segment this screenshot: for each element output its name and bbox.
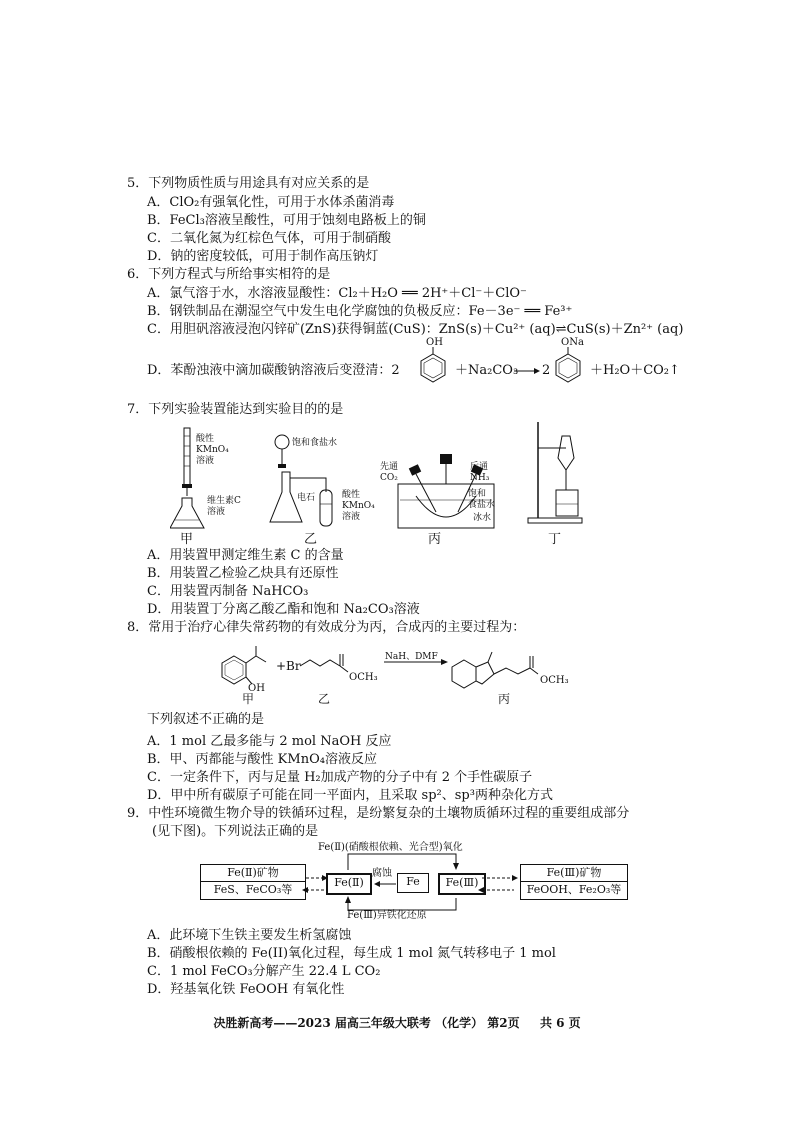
q5-option-b: B．FeCl₃溶液呈酸性，可用于蚀刻电路板上的铜	[147, 213, 426, 228]
q9-option-d: D．羟基氧化铁 FeOOH 有氧化性	[147, 982, 345, 997]
q6-option-b: B．钢铁制品在潮湿空气中发生电化学腐蚀的负极反应：Fe－3e⁻ ══ Fe³⁺	[147, 304, 573, 319]
jia-kmno4-label: KMnO₄	[196, 445, 229, 455]
q6-stem: 6．下列方程式与所给事实相符的是	[127, 267, 331, 282]
caption-yi: 乙	[304, 532, 318, 547]
q6-option-d-prefix: D．苯酚浊液中滴加碳酸钠溶液后变澄清：2	[147, 363, 400, 378]
phenol-oh-label: OH	[426, 337, 443, 348]
q8-stem: 8．常用于治疗心律失常药物的有效成分为丙，合成丙的主要过程为：	[127, 620, 526, 635]
corrosion-label: 腐蚀	[372, 868, 392, 879]
bing-first-label: 先通	[380, 462, 399, 472]
q5-option-a: A．ClO₂有强氧化性，可用于水体杀菌消毒	[147, 195, 395, 210]
q7-option-b: B．用装置乙检验乙炔具有还原性	[147, 566, 339, 581]
fe-box: Fe	[397, 873, 429, 893]
q9-option-a: A．此环境下生铁主要发生析氢腐蚀	[147, 928, 352, 943]
q7-option-c: C．用装置丙制备 NaHCO₃	[147, 584, 309, 599]
q8-option-a: A．1 mol 乙最多能与 2 mol NaOH 反应	[147, 734, 392, 749]
caption-jia: 甲	[180, 532, 194, 547]
q7-option-a: A．用装置甲测定维生素 C 的含量	[147, 548, 344, 563]
q8-option-b: B．甲、丙都能与酸性 KMnO₄溶液反应	[147, 752, 377, 767]
q7-stem: 7．下列实验装置能达到实验目的的是	[127, 402, 344, 417]
yi-brine-label: 饱和食盐水	[292, 438, 338, 448]
label-yi: 乙	[318, 692, 331, 706]
label-jia: 甲	[242, 692, 255, 706]
jia-oh-label: OH	[248, 683, 265, 694]
q9-stem-line2: (见下图)。下列说法正确的是	[152, 824, 319, 839]
bing-sat-label: 饱和	[468, 489, 487, 499]
bing-later-label: 后通	[470, 462, 489, 472]
jia-solution-label: 溶液	[196, 456, 215, 466]
bing-ice-label: 冰水	[473, 513, 492, 523]
top-oxidation-label: Fe(Ⅱ)(硝酸根依赖、光合型)氧化	[318, 842, 463, 853]
q6-option-c: C．用胆矾溶液浸泡闪锌矿(ZnS)获得铜蓝(CuS)：ZnS(s)＋Cu²⁺ (aq)⇌CuS(s)＋Zn²⁺ (aq)	[147, 322, 684, 337]
q8-option-c: C．一定条件下，丙与足量 H₂加成产物的分子中有 2 个手性碳原子	[147, 770, 533, 785]
bottom-reduction-label: Fe(Ⅲ)异铁化还原	[347, 910, 427, 921]
fe2-mineral-sub: FeS、FeCO₃等	[201, 881, 305, 898]
fe2-box: Fe(Ⅱ)	[326, 873, 372, 895]
q8-option-d: D．甲中所有碳原子可能在同一平面内，且采取 sp²、sp³两种杂化方式	[147, 788, 553, 803]
apparatus-ding	[526, 418, 586, 526]
yi-solution-label: 溶液	[342, 512, 361, 522]
q6-reagent: ＋Na₂CO₃	[455, 363, 519, 378]
q5-option-d: D．钠的密度较低，可用于制作高压钠灯	[147, 249, 379, 264]
fe2-mineral-title: Fe(Ⅱ)矿物	[227, 866, 279, 879]
q8-lead: 下列叙述不正确的是	[147, 712, 265, 727]
bing-co2-label: CO₂	[380, 473, 398, 483]
bing-brine-label: 食盐水	[468, 500, 496, 510]
yi-stone-label: 电石	[297, 493, 316, 503]
yi-br-label: +Br	[276, 659, 301, 673]
q6-products: ＋H₂O＋CO₂↑	[590, 363, 680, 378]
jia-vitc-label: 维生素C	[207, 496, 241, 506]
bing-nh3-label: NH₃	[470, 473, 490, 483]
bing-och3-label: OCH₃	[540, 675, 569, 686]
yi-och3-label: OCH₃	[349, 672, 378, 683]
reaction-arrow	[514, 366, 540, 376]
q5-option-c: C．二氧化氮为红棕色气体，可用于制硝酸	[147, 231, 391, 246]
q9-option-c: C．1 mol FeCO₃分解产生 22.4 L CO₂	[147, 964, 381, 979]
fe3-box: Fe(Ⅲ)	[438, 873, 486, 895]
caption-ding: 丁	[548, 532, 562, 547]
q6-coef2: 2	[542, 363, 551, 378]
fe2-mineral-box	[200, 864, 306, 900]
phenoxide-ona-label: ONa	[561, 337, 584, 348]
jia-vitc-solution-label: 溶液	[207, 507, 226, 517]
fe3-mineral-sub: FeOOH、Fe₂O₃等	[521, 881, 627, 898]
yi-kmno4-label: KMnO₄	[342, 501, 375, 511]
jia-acid-label: 酸性	[196, 434, 215, 444]
fe3-mineral-box	[520, 864, 628, 900]
label-bing: 丙	[498, 692, 511, 706]
arrow-conditions-label: NaH、DMF	[385, 652, 438, 662]
page-footer: 决胜新高考——2023 届高三年级大联考 （化学） 第2页 共 6 页	[213, 1016, 581, 1030]
q9-option-b: B．硝酸根依赖的 Fe(II)氧化过程，每生成 1 mol 氮气转移电子 1 mol	[147, 946, 556, 961]
fe3-mineral-title: Fe(Ⅲ)矿物	[546, 866, 602, 879]
q7-option-d: D．用装置丁分离乙酸乙酯和饱和 Na₂CO₃溶液	[147, 602, 420, 617]
q9-stem-line1: 9．中性环境微生物介导的铁循环过程，是纷繁复杂的土壤物质循环过程的重要组成部分	[127, 806, 630, 821]
yi-acid-label: 酸性	[342, 490, 361, 500]
caption-bing: 丙	[428, 532, 442, 547]
q5-stem: 5．下列物质性质与用途具有对应关系的是	[127, 176, 370, 191]
q6-option-a: A．氯气溶于水，水溶液显酸性：Cl₂＋H₂O ══ 2H⁺＋Cl⁻＋ClO⁻	[147, 286, 527, 301]
